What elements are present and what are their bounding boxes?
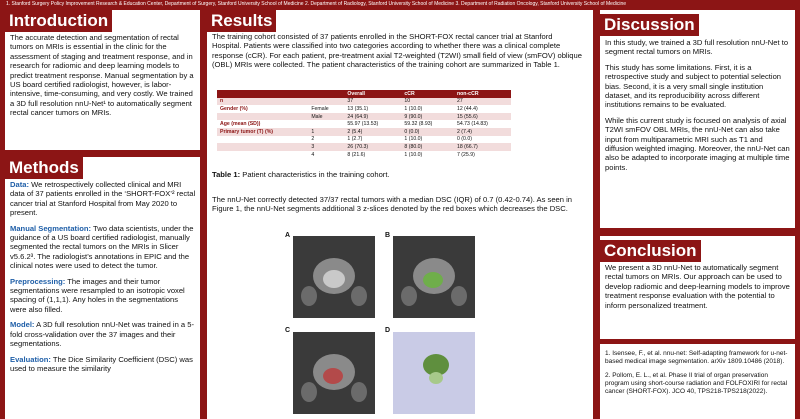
methods-header: Methods xyxy=(5,157,83,179)
table-cell: 0 (0.0) xyxy=(456,136,472,143)
table-cell: 2 (5.4) xyxy=(344,128,401,136)
mri-prediction-image xyxy=(293,332,375,414)
figure-label-c: C xyxy=(285,327,291,334)
table-cell: Age (mean (SD)) xyxy=(220,121,261,128)
table-cell: 1 (10.0) xyxy=(404,151,423,158)
table-caption-text: Patient characteristics in the training cohort. xyxy=(240,170,390,179)
table-cell: 7 (25.9) xyxy=(456,151,475,158)
methods-item-label: Manual Segmentation: xyxy=(10,223,92,233)
reference-item: 2. Pollom, E. L., et al. Phase II trial of organ preservation program using short-course radiation and FOLFOXIRI for rectal cancer (SHORT-FOX). JCO 40, TPS218-TPS218(2022). xyxy=(605,372,788,395)
table-row xyxy=(217,113,511,121)
discussion-body xyxy=(605,38,791,178)
table-row xyxy=(217,128,511,136)
table-cell: 1 xyxy=(308,128,344,136)
results-intro-text: The training cohort consisted of 37 patients enrolled in the SHORT-FOX rectal cancer trial at Stanford Hospital. Patients were classified into two categories according to whether there was a clinical complete response (cCR). For each patient, pre-treatment axial T2-weighted (T2WI) small field of view (smFOV) oblique (OBL) MRIs were collected. The patient characteristics of the training cohort are summarized in Table 1. xyxy=(212,32,582,70)
methods-item-label: Evaluation: xyxy=(10,354,51,364)
table-row xyxy=(217,105,511,113)
table-caption xyxy=(212,170,584,179)
table-1 xyxy=(217,90,511,158)
reference-item: 1. Isensee, F., et al. nnu-net: Self-adapting framework for u-net-based medical image segmentation. arXiv 1809.10486 (2018). xyxy=(605,350,788,365)
results-panel xyxy=(207,10,593,419)
methods-item-text: The images and their tumor segmentations were resampled to an isotropic voxel spacing of (1,1,1). Any holes in the segmentations were also filled. xyxy=(10,276,185,314)
table-cell: 4 xyxy=(311,151,315,158)
table-cell xyxy=(217,143,308,151)
mri-slice-image xyxy=(293,236,375,318)
methods-item-text: Two data scientists, under the guidance of a US board certified radiologist, manually segmented the rectal tumors on the MRIs in Slicer v5.6.2³. The radiologist’s annotations in EPIC and the clinical notes were used to detect the tumor. xyxy=(10,223,194,271)
figure-label-b: B xyxy=(385,232,391,239)
table-cell: 8 (21.6) xyxy=(347,151,366,158)
table-cell: 1 (10.0) xyxy=(404,136,423,143)
table-cell: 1 (10.0) xyxy=(404,105,423,112)
table-cell: 37 xyxy=(344,98,401,106)
table-header-cell xyxy=(217,90,308,98)
methods-item xyxy=(10,355,196,374)
table-header-row xyxy=(217,90,511,98)
table-header-cell xyxy=(308,90,344,98)
table-cell: 2 xyxy=(311,136,315,143)
table-cell xyxy=(217,113,308,121)
table-cell: 54.73 (14.83) xyxy=(456,121,488,128)
table-cell xyxy=(217,151,308,159)
table-cell: Gender (%) xyxy=(220,105,248,112)
table-caption-label: Table 1: xyxy=(212,170,241,179)
table-header-cell: Overall xyxy=(344,90,401,98)
methods-item xyxy=(10,224,196,271)
table-cell: 18 (66.7) xyxy=(454,143,511,151)
methods-item-label: Preprocessing: xyxy=(10,276,66,286)
table-header-cell: cCR xyxy=(401,90,454,98)
table-cell: 24 (64.9) xyxy=(344,113,401,121)
references-panel xyxy=(600,344,795,419)
table-row xyxy=(217,120,511,128)
table-cell: 10 xyxy=(401,98,454,106)
table-cell: 9 (90.0) xyxy=(401,113,454,121)
table-cell: 55.97 (13.53) xyxy=(347,121,379,128)
discussion-header: Discussion xyxy=(600,14,699,36)
methods-item xyxy=(10,320,196,348)
table-cell: n xyxy=(217,98,308,106)
references-list xyxy=(605,350,791,402)
discussion-paragraph: While this current study is focused on analysis of axial T2WI smFOV OBL MRIs, the nnU-Net can also take input from multiparametric MRI such as T1 and diffusion weighted imaging. Moreover, the nnU-Net can also be adapted to incorporate imaging at multiple time points. xyxy=(605,115,790,172)
methods-item-label: Model: xyxy=(10,320,35,330)
introduction-text: The accurate detection and segmentation of rectal tumors on MRIs is essential in the clinic for the assessment of staging and treatment response, and in research for radiomic and deep learning models to predict treatment response. Manual segmentation by a US board certified radiologist, however, is labor-intensive, time-consuming, and very costly. We trained a 3D full resolution nnU-Net¹ to automatically segment rectal cancer tumors on MRIs. xyxy=(10,33,194,118)
table-row xyxy=(217,136,511,144)
table-header-cell: non-cCR xyxy=(454,90,511,98)
table-cell: Female xyxy=(311,105,329,112)
conclusion-header: Conclusion xyxy=(600,240,701,262)
results-header: Results xyxy=(207,10,276,32)
methods-item-label: Data: xyxy=(10,180,29,189)
affiliations-bar xyxy=(0,0,800,8)
table-cell xyxy=(308,98,344,106)
conclusion-panel xyxy=(600,236,795,339)
table-cell: 13 (35.1) xyxy=(347,105,369,112)
table-cell: 27 xyxy=(454,98,511,106)
mri-segmentation-image xyxy=(393,236,475,318)
methods-item-text: We retrospectively collected clinical and MRI data of 37 patients enrolled in the ‘SHORT-FOX’² rectal cancer trial at Stanford Hospital from May 2020 to present. xyxy=(10,180,196,218)
table-cell: 12 (44.4) xyxy=(456,105,478,112)
table-cell: Primary tumor (T) (%) xyxy=(217,128,308,136)
figure-label-a: A xyxy=(285,232,291,239)
methods-item xyxy=(10,180,196,218)
methods-body xyxy=(10,180,196,379)
results-dsc-text: The nnU-Net correctly detected 37/37 rectal tumors with a median DSC (IQR) of 0.7 (0.42-0.74). As seen in Figure 1, the nnU-Net segments additional 3 z-slices denoted by the red boxes which decreases the DSC. xyxy=(212,195,573,214)
table-row xyxy=(217,151,511,159)
table-cell: 15 (55.6) xyxy=(454,113,511,121)
discussion-paragraph: In this study, we trained a 3D full resolution nnU-Net to segment rectal tumors on MRIs. xyxy=(605,38,789,57)
3d-render-image xyxy=(393,332,475,414)
table-cell: 2 (7.4) xyxy=(454,128,511,136)
conclusion-text: We present a 3D nnU-Net to automatically segment rectal tumors on MRIs. Our approach can be used to develop radiomic and deep-learning models to improve treatment response evaluation with the potential to inform personalized treatment. xyxy=(605,263,790,310)
methods-item-text: A 3D full resolution nnU-Net was trained in a 5-fold cross-validation over the 37 images and their segmentations. xyxy=(10,320,195,349)
table-cell: Male xyxy=(308,113,344,121)
table-cell: 8 (80.0) xyxy=(401,143,454,151)
figure-label-d: D xyxy=(385,327,391,334)
table-cell xyxy=(308,120,344,128)
discussion-panel xyxy=(600,10,795,228)
table-cell: 3 xyxy=(308,143,344,151)
table-row xyxy=(217,98,511,106)
methods-item xyxy=(10,277,196,315)
table-cell: 0 (0.0) xyxy=(401,128,454,136)
table-cell: 26 (70.3) xyxy=(344,143,401,151)
table-cell: 1 (2.7) xyxy=(347,136,363,143)
table-cell xyxy=(217,136,308,144)
methods-panel xyxy=(5,157,200,419)
introduction-header: Introduction xyxy=(5,10,112,32)
figure-1 xyxy=(285,232,485,419)
methods-item-text: The Dice Similarity Coefficient (DSC) was used to measure the similarity xyxy=(10,354,193,373)
table-row xyxy=(217,143,511,151)
discussion-paragraph: This study has some limitations. First, it is a retrospective study and subject to potential selection bias. Second, it is a very small single institution dataset, and its reproducibility across different institutions remains to be evaluated. xyxy=(605,62,782,110)
table-cell: 59.32 (8.93) xyxy=(404,121,433,128)
patient-characteristics-table xyxy=(217,90,511,158)
introduction-panel xyxy=(5,10,200,150)
affiliations-text: 1. Stanford Surgery Policy Improvement Research & Education Center, Department of Surgery, Stanford University School of Medicine 2. Department of Radiology, Stanford University School of Medicine 3. Department of Radiation Oncology, Stanford University School of Medicine xyxy=(6,1,627,7)
